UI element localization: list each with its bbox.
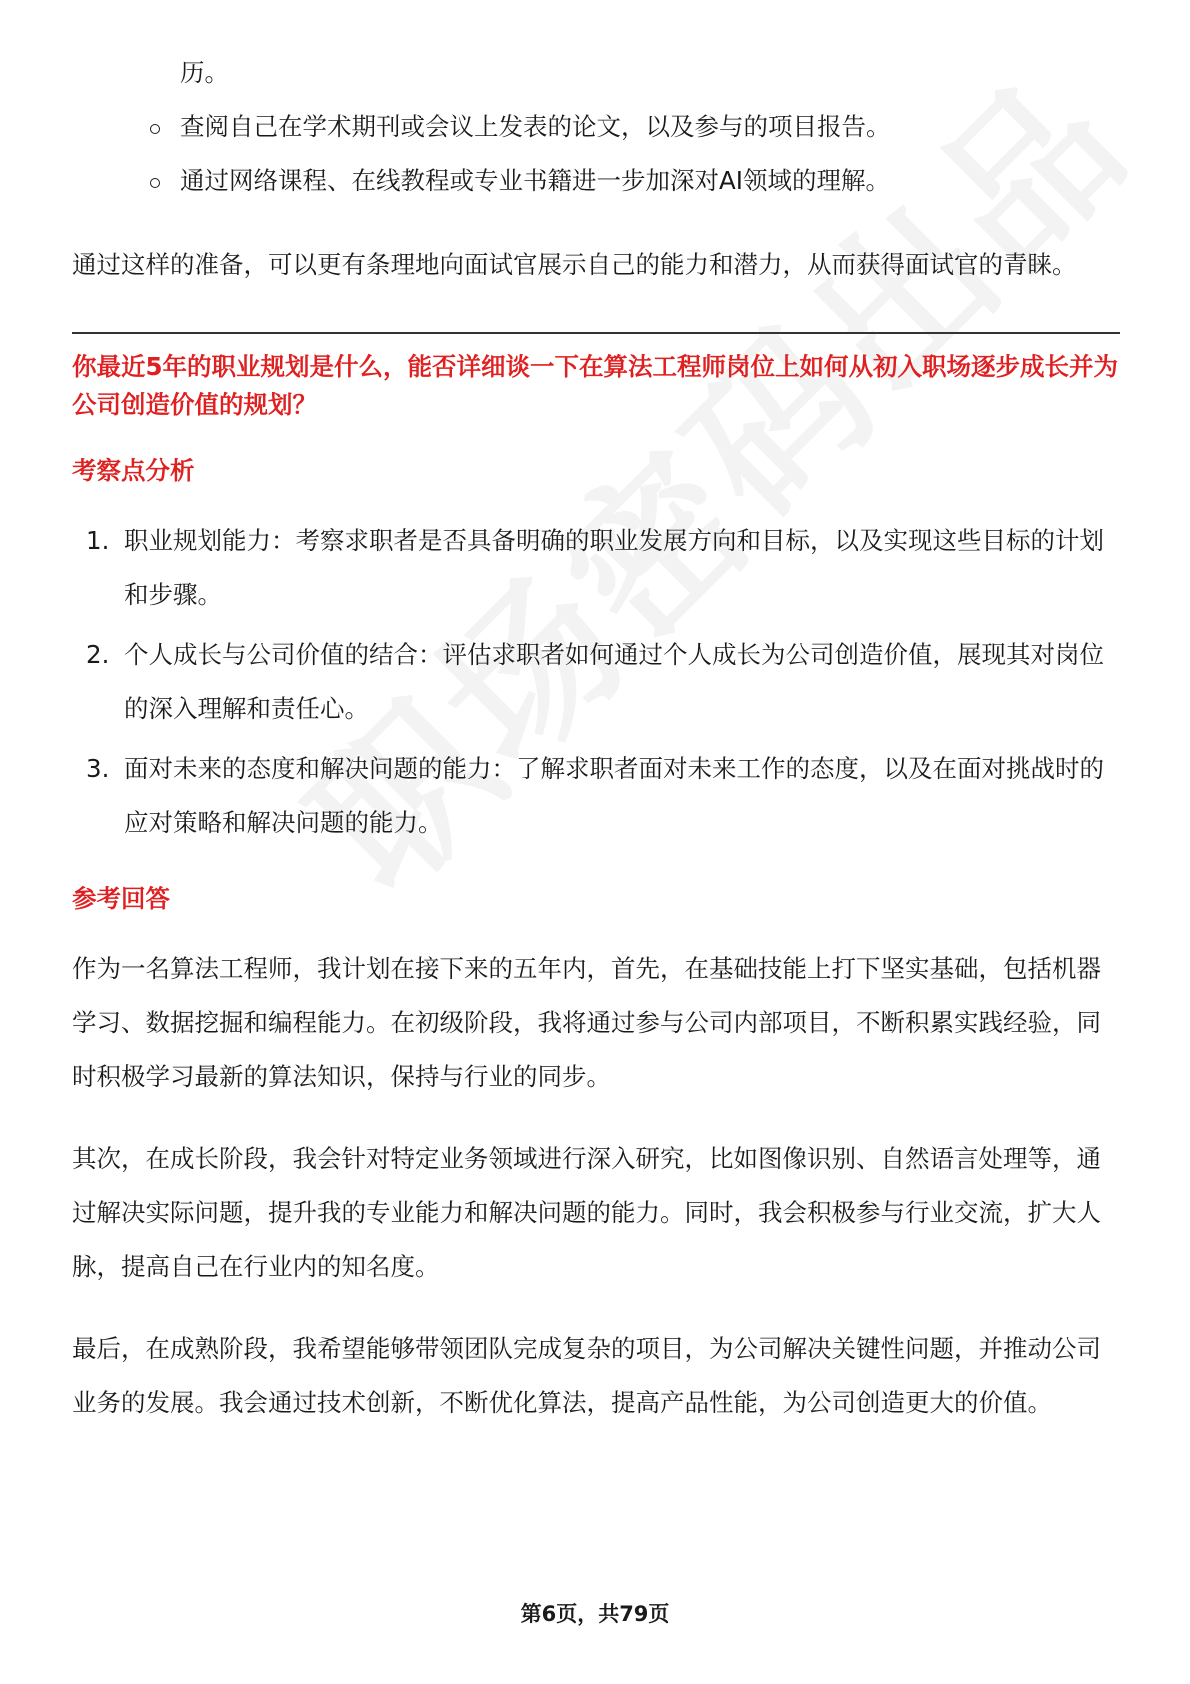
page-footer: 第6页，共79页	[520, 1602, 670, 1626]
sub-bullet-item: 通过网络课程、在线教程或专业书籍进一步加深对AI领域的理解。	[150, 154, 1120, 208]
item-text: 职业规划能力：考察求职者是否具备明确的职业发展方向和目标，以及实现这些目标的计划和步骤。	[124, 526, 1104, 609]
question-title: 你最近5年的职业规划是什么，能否详细谈一下在算法工程师岗位上如何从初入职场逐步成长并为公司创造价值的规划？	[72, 352, 1119, 419]
answer-heading: 参考回答	[72, 884, 170, 913]
section-divider	[72, 332, 1120, 334]
analysis-heading: 考察点分析	[72, 456, 195, 485]
item-text: 面对未来的态度和解决问题的能力：了解求职者面对未来工作的态度，以及在面对挑战时的应对策略和解决问题的能力。	[124, 754, 1104, 837]
item-text: 个人成长与公司价值的结合：评估求职者如何通过个人成长为公司创造价值，展现其对岗位的深入理解和责任心。	[124, 640, 1104, 723]
analysis-list	[72, 514, 1120, 850]
sub-bullet-list	[72, 100, 1120, 208]
analysis-item	[72, 628, 1120, 736]
analysis-item	[72, 742, 1120, 850]
page-content	[72, 46, 1120, 1430]
item-number: 2.	[86, 640, 110, 669]
answer-paragraph: 作为一名算法工程师，我计划在接下来的五年内，首先，在基础技能上打下坚实基础，包括机器学习、数据挖掘和编程能力。在初级阶段，我将通过参与公司内部项目，不断积累实践经验，同时积极学习最新的算法知识，保持与行业的同步。	[72, 954, 1101, 1091]
item-number: 1.	[86, 526, 110, 555]
item-number: 3.	[86, 754, 110, 783]
answer-paragraph: 其次，在成长阶段，我会针对特定业务领域进行深入研究，比如图像识别、自然语言处理等，通过解决实际问题，提升我的专业能力和解决问题的能力。同时，我会积极参与行业交流，扩大人脉，提高自己在行业内的知名度。	[72, 1144, 1101, 1281]
answer-paragraph: 最后，在成熟阶段，我希望能够带领团队完成复杂的项目，为公司解决关键性问题，并推动公司业务的发展。我会通过技术创新，不断优化算法，提高产品性能，为公司创造更大的价值。	[72, 1334, 1101, 1417]
continuation-text: 历。	[180, 58, 229, 87]
analysis-item	[72, 514, 1120, 622]
closing-paragraph: 通过这样的准备，可以更有条理地向面试官展示自己的能力和潜力，从而获得面试官的青睐。	[72, 250, 1077, 279]
sub-bullet-item: 查阅自己在学术期刊或会议上发表的论文，以及参与的项目报告。	[150, 100, 1120, 154]
